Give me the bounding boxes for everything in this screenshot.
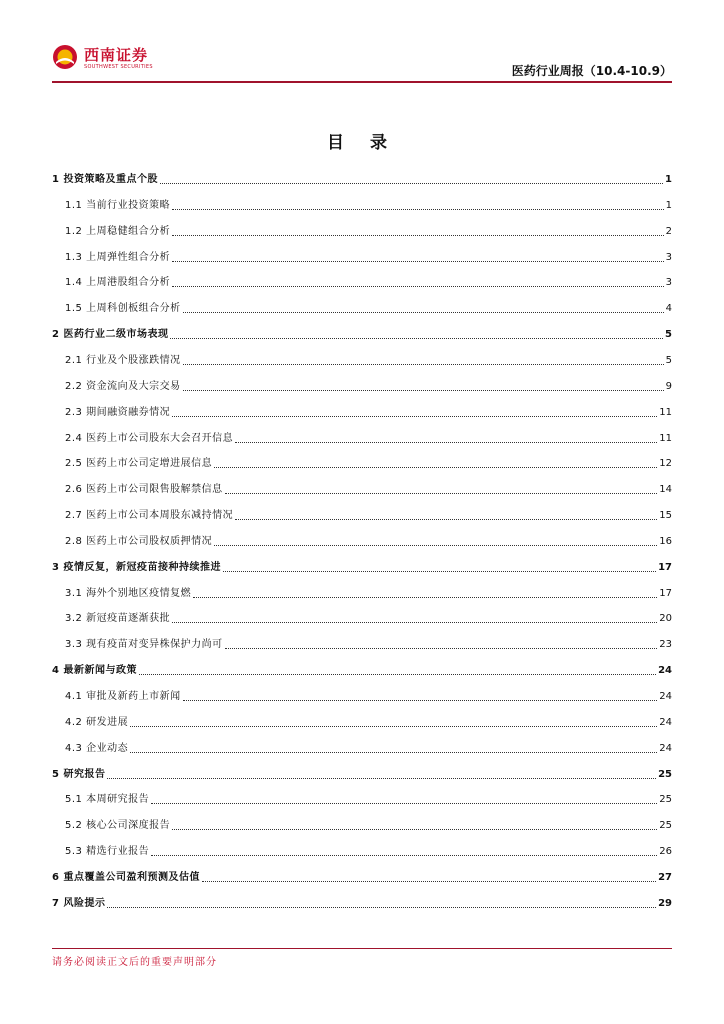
- toc-subsection-entry[interactable]: [52, 301, 672, 315]
- toc-section-entry[interactable]: [52, 560, 672, 574]
- toc-entry-text: 3 疫情反复，新冠疫苗接种持续推进: [52, 561, 221, 573]
- toc-subsection-entry[interactable]: [52, 611, 672, 625]
- toc-entry-text: 1.2 上周稳健组合分析: [65, 225, 171, 237]
- toc-entry-text: 7 风险提示: [52, 897, 106, 909]
- toc-dot-leader: [183, 700, 658, 701]
- toc-page-number: 11: [659, 432, 672, 444]
- toc-entry-text: 1.5 上周科创板组合分析: [65, 303, 181, 315]
- toc-entry-text: 2.6 医药上市公司限售股解禁信息: [65, 484, 223, 496]
- toc-page-number: 20: [659, 613, 672, 625]
- toc-entry-text: 2.1 行业及个股涨跌情况: [65, 354, 181, 366]
- toc-subsection-entry[interactable]: [52, 405, 672, 419]
- header-divider: [52, 81, 672, 83]
- toc-page-number: 24: [659, 716, 672, 728]
- toc-dot-leader: [202, 881, 656, 882]
- toc-dot-leader: [172, 209, 664, 210]
- toc-page-number: 27: [658, 871, 672, 883]
- toc-subsection-entry[interactable]: [52, 431, 672, 445]
- toc-section-entry[interactable]: [52, 327, 672, 341]
- toc-dot-leader: [151, 855, 657, 856]
- report-title: 医药行业周报（10.4-10.9）: [511, 64, 672, 78]
- footer-divider: [52, 948, 672, 949]
- toc-entry-text: 2 医药行业二级市场表现: [52, 329, 169, 341]
- toc-entry-text: 3.3 现有疫苗对变异株保护力尚可: [65, 639, 223, 651]
- toc-subsection-entry[interactable]: [52, 456, 672, 470]
- toc-entry-text: 1.1 当前行业投资策略: [65, 199, 171, 211]
- toc-subsection-entry[interactable]: [52, 715, 672, 729]
- toc-page-number: 25: [659, 794, 672, 806]
- toc-dot-leader: [193, 597, 657, 598]
- toc-dot-leader: [183, 312, 664, 313]
- toc-page-number: 15: [659, 510, 672, 522]
- toc-page-number: 14: [659, 484, 672, 496]
- toc-page-number: 25: [659, 820, 672, 832]
- toc-page-number: 17: [658, 561, 672, 573]
- toc-section-entry[interactable]: [52, 663, 672, 677]
- toc-subsection-entry[interactable]: [52, 818, 672, 832]
- toc-page-number: 16: [659, 535, 672, 547]
- toc-dot-leader: [225, 648, 658, 649]
- toc-entry-text: 2.2 资金流向及大宗交易: [65, 380, 181, 392]
- toc-subsection-entry[interactable]: [52, 198, 672, 212]
- logo-chinese-name: 西南证券: [84, 46, 149, 64]
- toc-page-number: 23: [659, 639, 672, 651]
- toc-subsection-entry[interactable]: [52, 844, 672, 858]
- toc-dot-leader: [183, 390, 664, 391]
- toc-page-number: 4: [665, 303, 672, 315]
- toc-dot-leader: [235, 442, 657, 443]
- toc-page-number: 24: [659, 691, 672, 702]
- toc-page-number: 5: [665, 329, 672, 341]
- toc-dot-leader: [130, 726, 657, 727]
- toc-dot-leader: [151, 803, 657, 804]
- toc-entry-text: 5.2 核心公司深度报告: [65, 820, 171, 832]
- toc-entry-text: 4.1 审批及新药上市新闻: [65, 691, 181, 702]
- toc-subsection-entry[interactable]: [52, 250, 672, 264]
- toc-page-number: 12: [659, 458, 672, 470]
- toc-dot-leader: [214, 467, 657, 468]
- toc-entry-text: 1.4 上周港股组合分析: [65, 277, 171, 289]
- toc-section-entry[interactable]: [52, 767, 672, 781]
- toc-subsection-entry[interactable]: [52, 508, 672, 522]
- toc-dot-leader: [160, 183, 663, 184]
- toc-page-number: 26: [659, 846, 672, 858]
- footer-disclaimer: 请务必阅读正文后的重要声明部分: [52, 957, 217, 968]
- toc-subsection-entry[interactable]: [52, 792, 672, 806]
- toc-entry-text: 2.4 医药上市公司股东大会召开信息: [65, 432, 234, 444]
- toc-subsection-entry[interactable]: [52, 224, 672, 238]
- toc-subsection-entry[interactable]: [52, 482, 672, 496]
- toc-entry-text: 1.3 上周弹性组合分析: [65, 251, 171, 263]
- toc-entry-text: 2.8 医药上市公司股权质押情况: [65, 535, 213, 547]
- toc-page-number: 17: [659, 587, 672, 599]
- toc-subsection-entry[interactable]: [52, 741, 672, 755]
- toc-entry-text: 2.3 期间融资融券情况: [65, 406, 171, 418]
- toc-entry-text: 1 投资策略及重点个股: [52, 174, 158, 185]
- toc-dot-leader: [223, 571, 656, 572]
- toc-dot-leader: [214, 545, 657, 546]
- toc-entry-text: 2.5 医药上市公司定增进展信息: [65, 458, 213, 470]
- toc-page-number: 2: [665, 225, 672, 237]
- toc-subsection-entry[interactable]: [52, 275, 672, 289]
- toc-section-entry[interactable]: [52, 172, 672, 186]
- toc-dot-leader: [172, 829, 657, 830]
- toc-page-number: 24: [659, 742, 672, 754]
- toc-page-number: 3: [665, 277, 672, 289]
- toc-entry-text: 4 最新新闻与政策: [52, 665, 137, 677]
- toc-subsection-entry[interactable]: [52, 586, 672, 600]
- toc-dot-leader: [225, 493, 658, 494]
- toc-entry-text: 5 研究报告: [52, 768, 106, 780]
- sun-logo-icon: [52, 44, 78, 70]
- toc-dot-leader: [139, 674, 656, 675]
- toc-subsection-entry[interactable]: [52, 689, 672, 703]
- toc-dot-leader: [107, 907, 656, 908]
- toc-entry-text: 3.1 海外个别地区疫情复燃: [65, 587, 192, 599]
- toc-dot-leader: [235, 519, 657, 520]
- toc-entry-text: 3.2 新冠疫苗逐渐获批: [65, 613, 171, 625]
- logo-english-name: SOUTHWEST SECURITIES: [84, 64, 153, 70]
- toc-entry-text: 5.3 精选行业报告: [65, 846, 150, 858]
- toc-subsection-entry[interactable]: [52, 637, 672, 651]
- toc-dot-leader: [107, 778, 656, 779]
- toc-entry-text: 6 重点覆盖公司盈利预测及估值: [52, 871, 200, 883]
- toc-section-entry[interactable]: [52, 870, 672, 884]
- toc-page-number: 9: [665, 380, 672, 392]
- toc-page-number: 3: [665, 251, 672, 263]
- toc-page-number: 1: [665, 174, 672, 185]
- toc-page-number: 5: [665, 354, 672, 366]
- toc-title: 目 录: [327, 133, 397, 153]
- toc-page-number: 24: [658, 665, 672, 677]
- toc-dot-leader: [172, 261, 664, 262]
- toc-subsection-entry[interactable]: [52, 379, 672, 393]
- toc-subsection-entry[interactable]: [52, 353, 672, 367]
- toc-dot-leader: [172, 622, 657, 623]
- toc-dot-leader: [172, 235, 664, 236]
- toc-dot-leader: [170, 338, 663, 339]
- toc-page-number: 11: [659, 406, 672, 418]
- toc-page-number: 25: [658, 768, 672, 780]
- toc-page-number: 29: [658, 897, 672, 909]
- toc-dot-leader: [130, 752, 657, 753]
- toc-entry-text: 4.2 研发进展: [65, 716, 129, 728]
- toc-subsection-entry[interactable]: [52, 534, 672, 548]
- toc-dot-leader: [172, 286, 664, 287]
- toc-page-number: 1: [665, 199, 672, 211]
- company-logo: [52, 42, 162, 76]
- toc-dot-leader: [172, 416, 657, 417]
- toc-dot-leader: [183, 364, 664, 365]
- toc-section-entry[interactable]: [52, 896, 672, 910]
- toc-entry-text: 2.7 医药上市公司本周股东减持情况: [65, 510, 234, 522]
- toc-entry-text: 5.1 本周研究报告: [65, 794, 150, 806]
- toc-entry-text: 4.3 企业动态: [65, 742, 129, 754]
